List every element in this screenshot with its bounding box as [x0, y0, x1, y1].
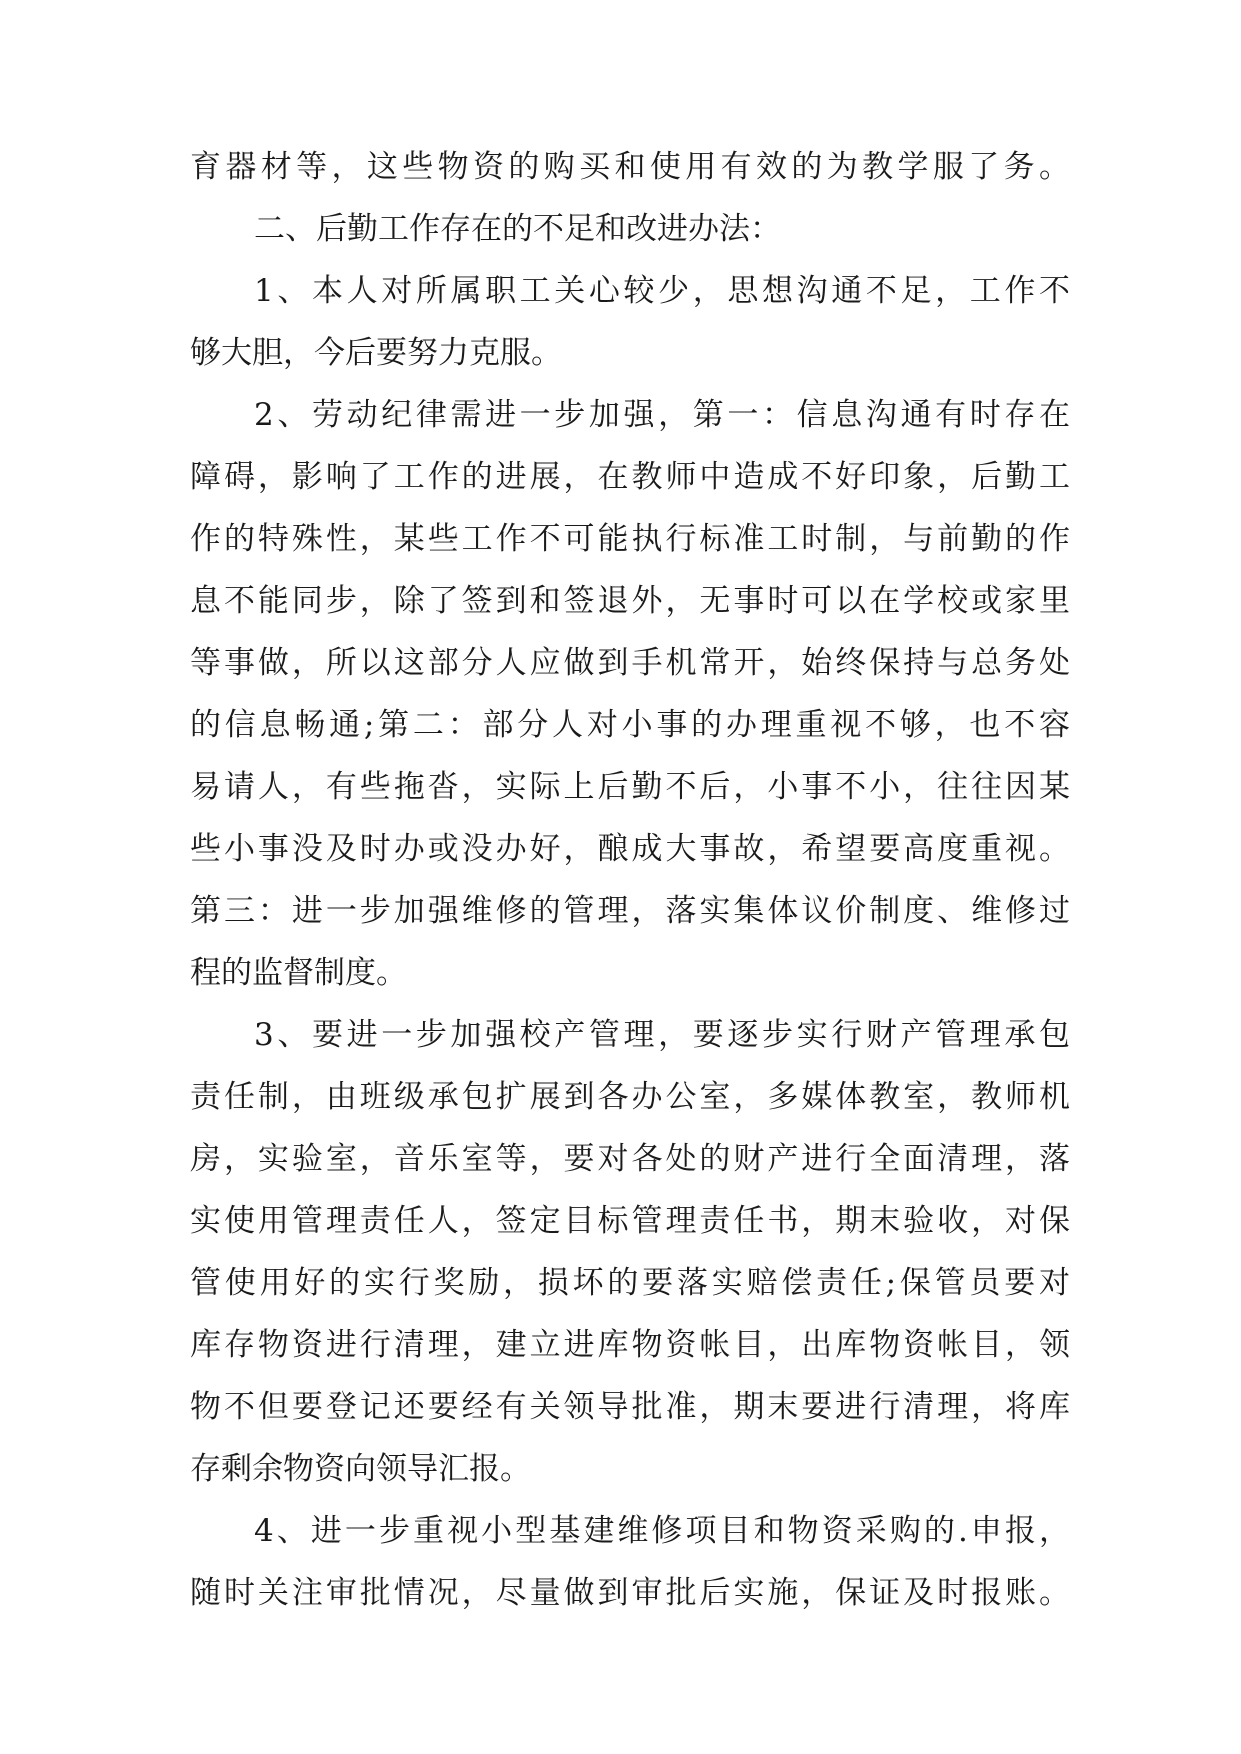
- text-line: 第三：进一步加强维修的管理，落实集体议价制度、维修过: [190, 893, 1070, 929]
- text-line: 物不但要登记还要经有关领导批准，期末要进行清理，将库: [190, 1389, 1070, 1425]
- text-line: 的信息畅通;第二：部分人对小事的办理重视不够，也不容: [190, 707, 1070, 743]
- paragraph-item-3-start: 3、要进一步加强校产管理，要逐步实行财产管理承包: [254, 1017, 1070, 1053]
- text-line: 等事做，所以这部分人应做到手机常开，始终保持与总务处: [190, 645, 1070, 681]
- text-line: 易请人，有些拖沓，实际上后勤不后，小事不小，往往因某: [190, 769, 1070, 805]
- text-line: 够大胆，今后要努力克服。: [190, 335, 562, 371]
- text-line: 存剩余物资向领导汇报。: [190, 1451, 531, 1487]
- text-line: 育器材等，这些物资的购买和使用有效的为教学服了务。: [190, 149, 1070, 185]
- paragraph-item-1-start: 1、本人对所属职工关心较少，思想沟通不足，工作不: [254, 273, 1070, 309]
- text-line: 些小事没及时办或没办好，酿成大事故，希望要高度重视。: [190, 831, 1070, 867]
- paragraph-item-2-start: 2、劳动纪律需进一步加强，第一：信息沟通有时存在: [254, 397, 1070, 433]
- text-line: 随时关注审批情况，尽量做到审批后实施，保证及时报账。: [190, 1575, 1070, 1611]
- text-line: 房，实验室，音乐室等，要对各处的财产进行全面清理，落: [190, 1141, 1070, 1177]
- text-line: 实使用管理责任人，签定目标管理责任书，期末验收，对保: [190, 1203, 1070, 1239]
- paragraph-item-4-start: 4、进一步重视小型基建维修项目和物资采购的.申报，: [254, 1513, 1070, 1549]
- text-line: 责任制，由班级承包扩展到各办公室，多媒体教室，教师机: [190, 1079, 1070, 1115]
- text-line: 作的特殊性，某些工作不可能执行标准工时制，与前勤的作: [190, 521, 1070, 557]
- text-line: 息不能同步，除了签到和签退外，无事时可以在学校或家里: [190, 583, 1070, 619]
- text-line: 程的监督制度。: [190, 955, 407, 991]
- text-line: 障碍，影响了工作的进展，在教师中造成不好印象，后勤工: [190, 459, 1070, 495]
- text-line: 管使用好的实行奖励，损坏的要落实赔偿责任;保管员要对: [190, 1265, 1070, 1301]
- text-line: 库存物资进行清理，建立进库物资帐目，出库物资帐目，领: [190, 1327, 1070, 1363]
- section-heading: 二、后勤工作存在的不足和改进办法：: [254, 211, 781, 247]
